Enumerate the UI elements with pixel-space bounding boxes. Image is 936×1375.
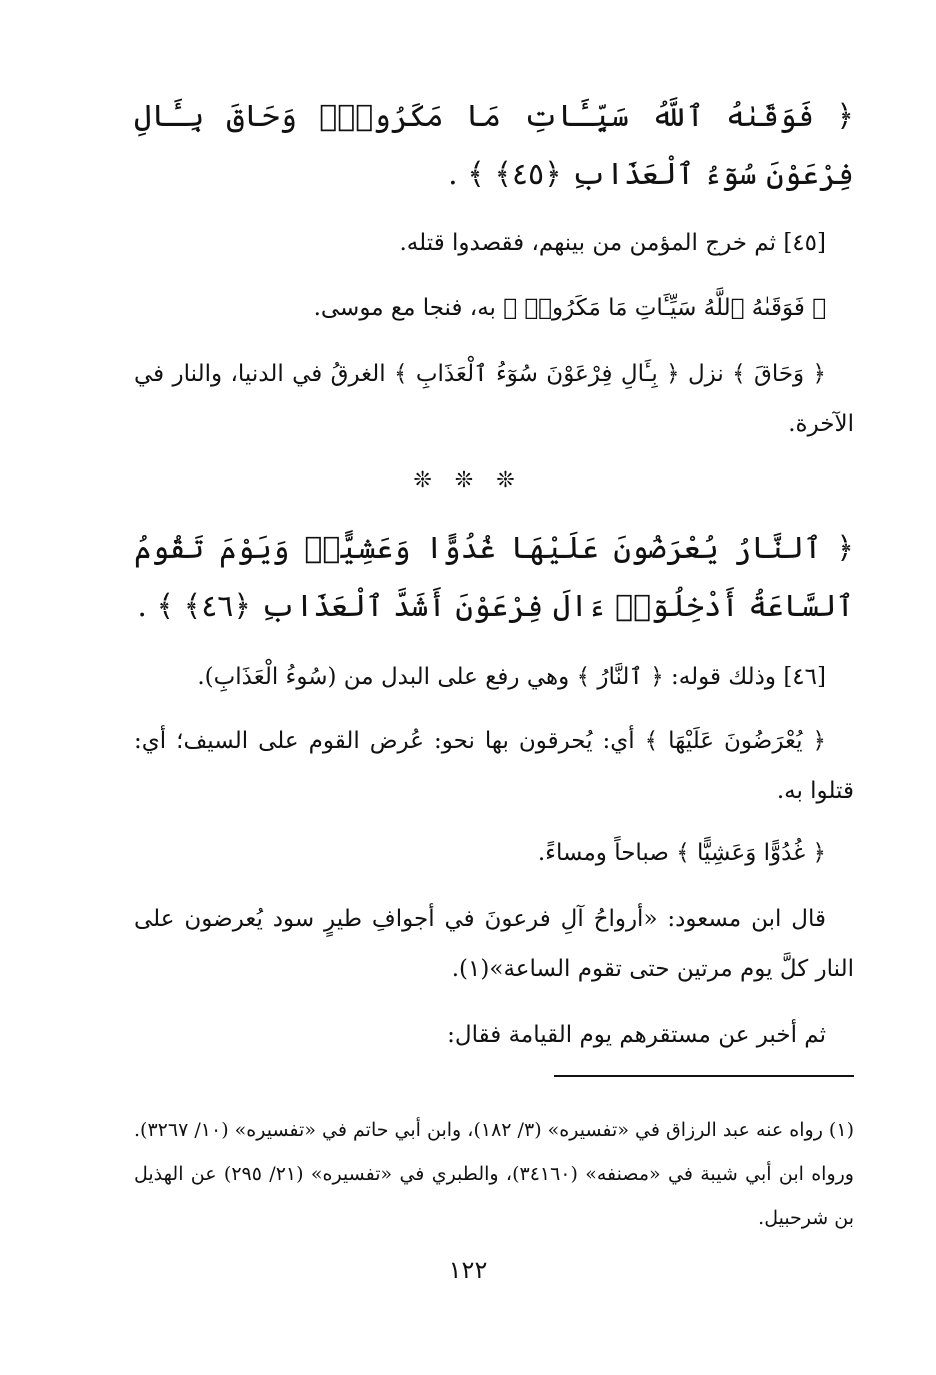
commentary-46-exposure: ﴿ يُعْرَضُونَ عَلَيْهَا ﴾ أي: يُحرقون بها نحو: عُرض القوم على السيف؛ أي: قتلوا به. <box>134 728 854 804</box>
transition-sentence: ثم أخبر عن مستقرهم يوم القيامة فقال: <box>447 1022 826 1048</box>
quran-verse-46: ﴿ ٱلنَّارُ يُعْرَضُونَ عَلَيْهَا غُدُوًّا وَعَشِيًّاۖ وَيَوْمَ تَقُومُ ٱلسَّاعَةُ أَدْخِلُوٓا۟ ءَالَ فِرْعَوْنَ أَشَدَّ ٱلْعَذَابِ ﴿٤٦﴾ ﴾ . <box>134 531 854 624</box>
footnote-divider <box>554 1075 854 1077</box>
page-number: ١٢٢ <box>448 1256 488 1284</box>
commentary-46-morning-evening: ﴿ غُدُوًّا وَعَشِيًّا ﴾ صباحاً ومساءً. <box>537 840 826 866</box>
quran-verse-45: ﴿ فَوَقَىٰهُ ٱللَّهُ سَيِّـَٔاتِ مَا مَكَرُوا۟ۖ وَحَاقَ بِـَٔالِ فِرْعَوْنَ سُوٓءُ ٱلْعَذَابِ ﴿٤٥﴾ ﴾ . <box>134 99 854 192</box>
ibn-masud-quote: قال ابن مسعود: «أرواحُ آلِ فرعونَ في أجوافِ طيرٍ سود يُعرضون على النار كلَّ يوم مرتين حتى تقوم الساعة»(١). <box>134 906 854 982</box>
commentary-46-intro: [٤٦] وذلك قوله: ﴿ ٱلنَّارُ ﴾ وهي رفع على البدل من (سُوءُ الْعَذَابِ). <box>197 664 826 690</box>
commentary-45-protection: ﴿ فَوَقَىٰهُ ٱللَّهُ سَيِّـَٔاتِ مَا مَكَرُوا۟ ﴾ به، فنجا مع موسى. <box>313 295 826 321</box>
footnote-1: (١) رواه عنه عبد الرزاق في «تفسيره» (٣/ ١٨٢)، وابن أبي حاتم في «تفسيره» (١٠/ ٣٢٦٧). ورواه ابن أبي شيبة في «مصنفه» (٣٤١٦٠)، والطبري في «تفسيره» (٢١/ ٢٩٥) عن الهذيل بن شرحبيل. <box>134 1119 854 1229</box>
section-separator: ❊ ❊ ❊ <box>413 468 523 493</box>
commentary-45-punishment: ﴿ وَحَاقَ ﴾ نزل ﴿ بِـَٔالِ فِرْعَوْنَ سُوٓءُ ٱلْعَذَابِ ﴾ الغرقُ في الدنيا، والنار في الآخرة. <box>134 361 854 437</box>
commentary-45-intro: [٤٥] ثم خرج المؤمن من بينهم، فقصدوا قتله. <box>399 230 826 256</box>
